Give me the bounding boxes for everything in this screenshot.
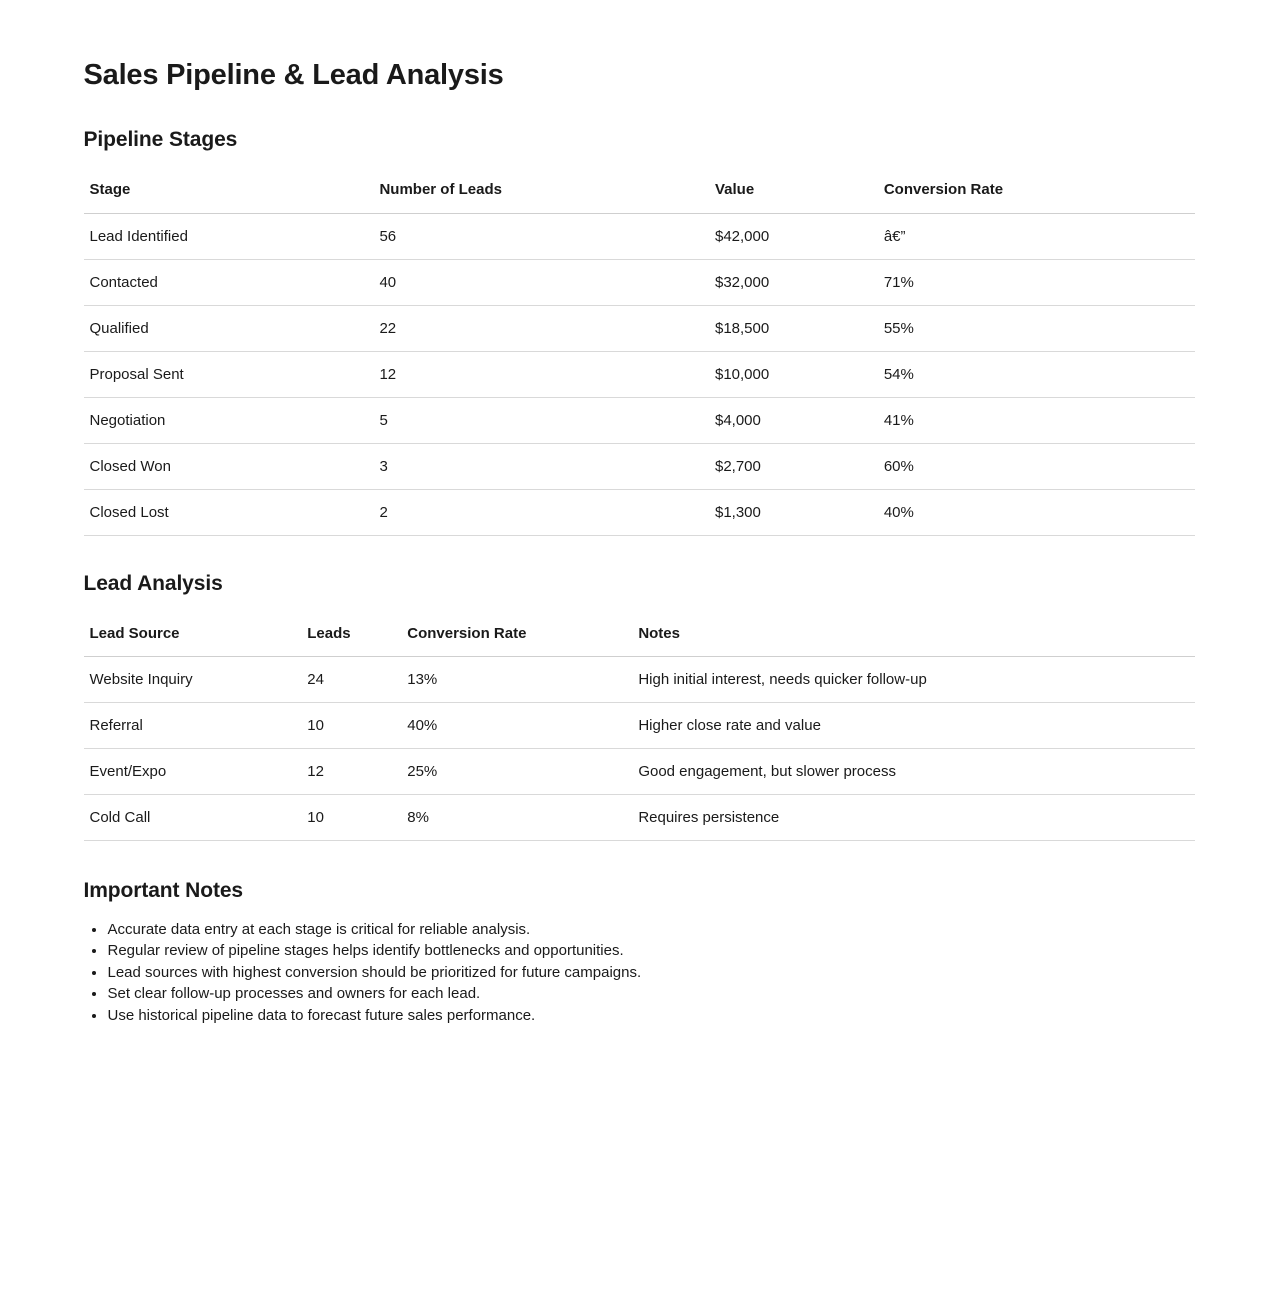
table-cell: Website Inquiry	[84, 657, 302, 703]
table-cell: $42,000	[709, 213, 878, 259]
table-cell: 10	[301, 703, 401, 749]
section-heading-pipeline-stages: Pipeline Stages	[83, 128, 238, 151]
list-item: • Set clear follow-up processes and owners for each lead.	[107, 983, 1195, 1004]
table-cell: Cold Call	[84, 795, 302, 841]
pipeline-stages-table	[84, 167, 1195, 536]
table-cell: 60%	[878, 443, 1195, 489]
table-cell: Lead Identified	[84, 213, 374, 259]
table-cell: 3	[373, 443, 709, 489]
table-cell: 8%	[401, 795, 632, 841]
important-notes-list	[84, 919, 1195, 1026]
table-cell: 40	[373, 259, 709, 305]
lead-analysis-table	[84, 611, 1195, 842]
table-header-row	[84, 167, 1195, 213]
table-row	[84, 657, 1195, 703]
table-cell: 10	[301, 795, 401, 841]
table-cell: Event/Expo	[84, 749, 302, 795]
table-cell: Referral	[84, 703, 302, 749]
table-cell: â€”	[878, 213, 1195, 259]
column-header-value: Value	[709, 167, 878, 213]
table-cell: $2,700	[709, 443, 878, 489]
table-cell: $18,500	[709, 305, 878, 351]
table-cell: 2	[373, 489, 709, 535]
column-header-lead-source: Lead Source	[84, 611, 302, 657]
column-header-stage: Stage	[84, 167, 374, 213]
column-header-conversion-rate: Conversion Rate	[401, 611, 632, 657]
table-cell: 12	[301, 749, 401, 795]
table-cell: 24	[301, 657, 401, 703]
table-cell: $4,000	[709, 397, 878, 443]
table-cell: 71%	[878, 259, 1195, 305]
table-cell: Negotiation	[84, 397, 374, 443]
table-cell: 55%	[878, 305, 1195, 351]
table-cell: 25%	[401, 749, 632, 795]
table-cell: 54%	[878, 351, 1195, 397]
table-row	[84, 703, 1195, 749]
table-cell: 5	[373, 397, 709, 443]
list-item: • Use historical pipeline data to forecast future sales performance.	[107, 1005, 1195, 1026]
column-header-number-of-leads: Number of Leads	[373, 167, 709, 213]
table-cell: Good engagement, but slower process	[632, 749, 1194, 795]
table-cell: Contacted	[84, 259, 374, 305]
table-row	[84, 443, 1195, 489]
section-heading-lead-analysis: Lead Analysis	[83, 571, 223, 595]
table-header-row	[84, 611, 1195, 657]
table-cell: 22	[373, 305, 709, 351]
table-cell: 41%	[878, 397, 1195, 443]
table-cell: Closed Lost	[84, 489, 374, 535]
table-cell: 13%	[401, 657, 632, 703]
table-cell: 56	[373, 213, 709, 259]
table-row	[84, 351, 1195, 397]
column-header-notes: Notes	[632, 611, 1194, 657]
list-item: • Accurate data entry at each stage is critical for reliable analysis.	[107, 919, 1195, 940]
table-cell: $32,000	[709, 259, 878, 305]
table-cell: Closed Won	[84, 443, 374, 489]
table-cell: Higher close rate and value	[632, 703, 1194, 749]
table-row	[84, 397, 1195, 443]
table-row	[84, 213, 1195, 259]
table-cell: Qualified	[84, 305, 374, 351]
table-cell: Proposal Sent	[84, 351, 374, 397]
table-row	[84, 749, 1195, 795]
table-cell: High initial interest, needs quicker follow-up	[632, 657, 1194, 703]
document-page	[84, 0, 1195, 1226]
table-row	[84, 259, 1195, 305]
table-cell: Requires persistence	[632, 795, 1194, 841]
table-row	[84, 795, 1195, 841]
column-header-conversion-rate: Conversion Rate	[878, 167, 1195, 213]
table-cell: 40%	[878, 489, 1195, 535]
page-title: Sales Pipeline & Lead Analysis	[83, 59, 504, 91]
table-cell: $1,300	[709, 489, 878, 535]
list-item: • Lead sources with highest conversion should be prioritized for future campaigns.	[107, 962, 1195, 983]
table-row	[84, 489, 1195, 535]
table-cell: 40%	[401, 703, 632, 749]
table-cell: 12	[373, 351, 709, 397]
list-item: • Regular review of pipeline stages helps identify bottlenecks and opportunities.	[107, 940, 1195, 961]
section-heading-important-notes: Important Notes	[83, 879, 244, 902]
table-row	[84, 305, 1195, 351]
table-cell: $10,000	[709, 351, 878, 397]
column-header-leads: Leads	[301, 611, 401, 657]
